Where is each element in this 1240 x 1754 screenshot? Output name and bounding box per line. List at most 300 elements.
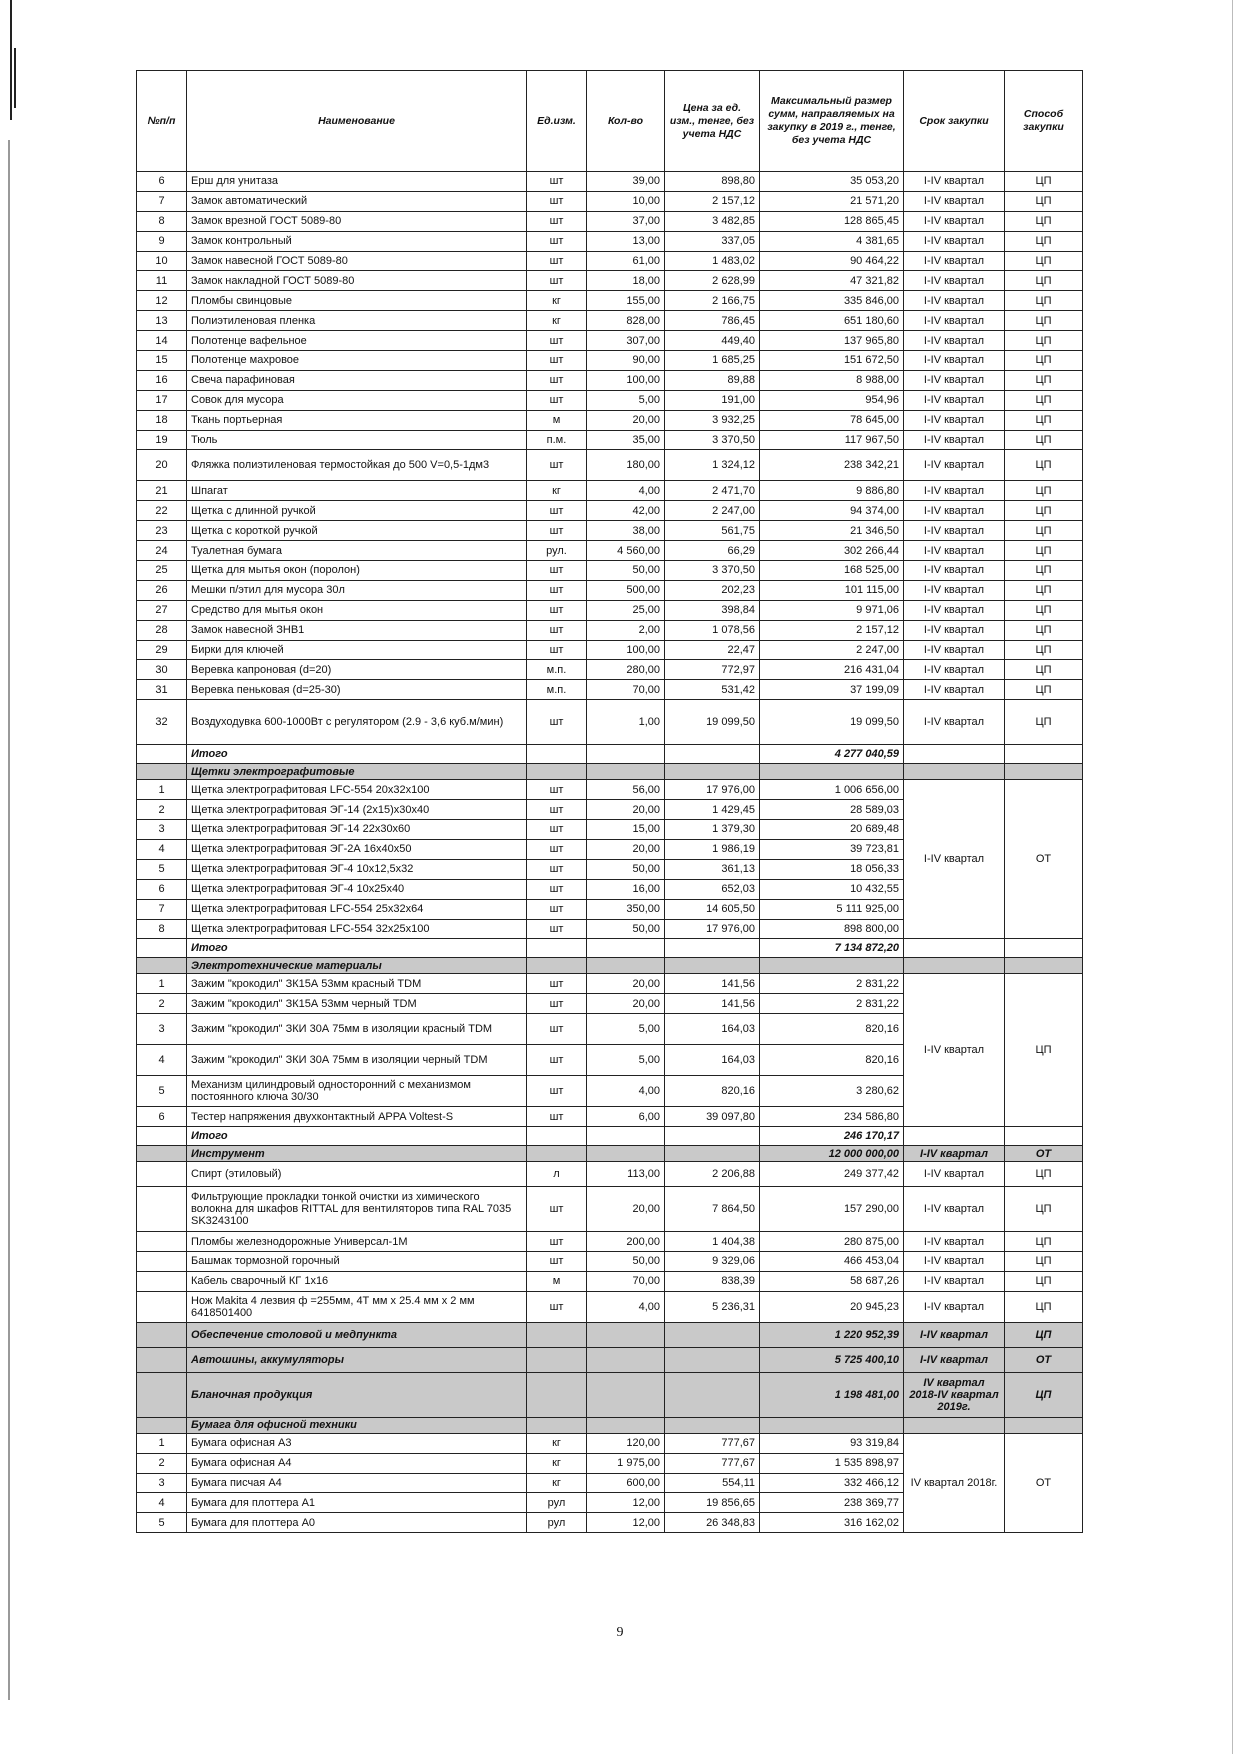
- table-cell: Щетка электрографитовая ЭГ-4 10х25х40: [187, 879, 527, 899]
- table-cell: [527, 1417, 587, 1433]
- table-cell: Тюль: [187, 430, 527, 450]
- table-cell: Средство для мытья окон: [187, 600, 527, 620]
- table-cell: 128 865,45: [760, 211, 904, 231]
- table-cell: Фляжка полиэтиленовая термостойкая до 500 V=0,5-1дм3: [187, 450, 527, 481]
- table-cell: 113,00: [587, 1162, 665, 1187]
- table-cell: I-IV квартал: [904, 700, 1005, 745]
- table-row: [137, 231, 1083, 251]
- table-cell: 27: [137, 600, 187, 620]
- table-cell: [137, 958, 187, 974]
- table-cell: 2: [137, 1453, 187, 1473]
- table-cell: Полотенце махровое: [187, 351, 527, 371]
- table-cell: 554,11: [665, 1473, 760, 1493]
- table-cell: [137, 1322, 187, 1347]
- table-cell: [137, 1372, 187, 1417]
- table-cell: 234 586,80: [760, 1107, 904, 1127]
- table-cell: 20,00: [587, 800, 665, 820]
- table-cell: рул: [527, 1493, 587, 1513]
- table-cell: [587, 1347, 665, 1372]
- table-cell: 302 266,44: [760, 541, 904, 561]
- table-cell: ОТ: [1005, 780, 1083, 939]
- table-cell: IV квартал 2018г.: [904, 1433, 1005, 1532]
- table-cell: ЦП: [1005, 351, 1083, 371]
- table-cell: I-IV квартал: [904, 600, 1005, 620]
- table-cell: 1: [137, 1433, 187, 1453]
- table-cell: шт: [527, 820, 587, 840]
- table-cell: Механизм цилиндровый односторонний с механизмом постоянного ключа 30/30: [187, 1076, 527, 1107]
- table-cell: [527, 1127, 587, 1146]
- table-cell: Замок врезной ГОСТ 5089-80: [187, 211, 527, 231]
- table-cell: 164,03: [665, 1045, 760, 1076]
- table-cell: 20,00: [587, 974, 665, 994]
- table-cell: 17 976,00: [665, 780, 760, 800]
- table-cell: 78 645,00: [760, 410, 904, 430]
- table-cell: 4,00: [587, 1291, 665, 1322]
- table-cell: I-IV квартал: [904, 680, 1005, 700]
- table-cell: [137, 764, 187, 780]
- table-cell: 151 672,50: [760, 351, 904, 371]
- table-cell: 3: [137, 1473, 187, 1493]
- table-cell: м.п.: [527, 680, 587, 700]
- table-row: [137, 640, 1083, 660]
- table-cell: 1 483,02: [665, 251, 760, 271]
- table-cell: ЦП: [1005, 1271, 1083, 1291]
- table-cell: 600,00: [587, 1473, 665, 1493]
- table-cell: I-IV квартал: [904, 191, 1005, 211]
- table-cell: 17: [137, 390, 187, 410]
- table-cell: 2 247,00: [760, 640, 904, 660]
- table-cell: Итого: [187, 1127, 527, 1146]
- table-cell: ЦП: [1005, 1232, 1083, 1252]
- table-cell: 4,00: [587, 1076, 665, 1107]
- table-cell: 100,00: [587, 640, 665, 660]
- table-cell: шт: [527, 1187, 587, 1232]
- table-cell: шт: [527, 251, 587, 271]
- table-cell: 50,00: [587, 919, 665, 939]
- table-row: [137, 311, 1083, 331]
- procurement-table: [136, 70, 1083, 1533]
- table-cell: ЦП: [1005, 191, 1083, 211]
- table-cell: шт: [527, 521, 587, 541]
- table-cell: шт: [527, 580, 587, 600]
- table-cell: [1005, 745, 1083, 764]
- table-cell: ЦП: [1005, 271, 1083, 291]
- grey-summary-row: [137, 1372, 1083, 1417]
- table-cell: 246 170,17: [760, 1127, 904, 1146]
- table-cell: 337,05: [665, 231, 760, 251]
- table-cell: I-IV квартал: [904, 430, 1005, 450]
- table-cell: ЦП: [1005, 211, 1083, 231]
- table-row: [137, 680, 1083, 700]
- table-cell: [665, 1146, 760, 1162]
- table-cell: ЦП: [1005, 311, 1083, 331]
- table-cell: Щетка для мытья окон (поролон): [187, 561, 527, 581]
- table-cell: ОТ: [1005, 1146, 1083, 1162]
- table-cell: Бумага для плоттера А0: [187, 1513, 527, 1533]
- table-cell: 6,00: [587, 1107, 665, 1127]
- table-cell: кг: [527, 291, 587, 311]
- table-cell: 137 965,80: [760, 331, 904, 351]
- table-cell: шт: [527, 700, 587, 745]
- table-cell: 1 535 898,97: [760, 1453, 904, 1473]
- table-cell: IV квартал 2018-IV квартал 2019г.: [904, 1372, 1005, 1417]
- table-cell: рул.: [527, 541, 587, 561]
- table-cell: 13: [137, 311, 187, 331]
- table-cell: ЦП: [1005, 390, 1083, 410]
- table-cell: 1: [137, 974, 187, 994]
- table-cell: 238 342,21: [760, 450, 904, 481]
- table-cell: 21 571,20: [760, 191, 904, 211]
- section-header: [137, 764, 1083, 780]
- table-cell: 19 099,50: [665, 700, 760, 745]
- table-cell: Щетка электрографитовая ЭГ-14 (2х15)х30х40: [187, 800, 527, 820]
- table-cell: I-IV квартал: [904, 580, 1005, 600]
- table-cell: 14: [137, 331, 187, 351]
- table-cell: ЦП: [1005, 172, 1083, 192]
- table-cell: [665, 1347, 760, 1372]
- table-cell: [1005, 958, 1083, 974]
- table-cell: 66,29: [665, 541, 760, 561]
- table-cell: I-IV квартал: [904, 211, 1005, 231]
- table-cell: 38,00: [587, 521, 665, 541]
- table-cell: Бумага писчая А4: [187, 1473, 527, 1493]
- table-cell: Щетка с короткой ручкой: [187, 521, 527, 541]
- table-cell: I-IV квартал: [904, 501, 1005, 521]
- table-cell: [587, 1146, 665, 1162]
- table-cell: шт: [527, 450, 587, 481]
- page-number: 9: [616, 1625, 624, 1640]
- table-cell: шт: [527, 1076, 587, 1107]
- table-cell: I-IV квартал: [904, 370, 1005, 390]
- table-cell: [904, 939, 1005, 958]
- table-cell: кг: [527, 481, 587, 501]
- table-cell: 11: [137, 271, 187, 291]
- table-cell: 50,00: [587, 859, 665, 879]
- table-cell: 61,00: [587, 251, 665, 271]
- table-cell: Бумага офисная А3: [187, 1433, 527, 1453]
- table-cell: 117 967,50: [760, 430, 904, 450]
- table-cell: ЦП: [1005, 580, 1083, 600]
- table-cell: 15,00: [587, 820, 665, 840]
- table-cell: 4: [137, 1045, 187, 1076]
- table-cell: 5 236,31: [665, 1291, 760, 1322]
- table-cell: Бирки для ключей: [187, 640, 527, 660]
- table-cell: 1 404,38: [665, 1232, 760, 1252]
- table-cell: 90 464,22: [760, 251, 904, 271]
- table-row: [137, 620, 1083, 640]
- table-cell: Щетка электрографитовая ЭГ-2А 16х40х50: [187, 839, 527, 859]
- table-cell: 249 377,42: [760, 1162, 904, 1187]
- table-cell: Бумага для плоттера А1: [187, 1493, 527, 1513]
- table-cell: 200,00: [587, 1232, 665, 1252]
- table-cell: Замок накладной ГОСТ 5089-80: [187, 271, 527, 291]
- header-unit: Ед.изм.: [527, 71, 587, 172]
- table-cell: 5 725 400,10: [760, 1347, 904, 1372]
- table-cell: I-IV квартал: [904, 390, 1005, 410]
- table-cell: Электротехнические материалы: [187, 958, 527, 974]
- table-cell: [904, 764, 1005, 780]
- table-cell: [1005, 764, 1083, 780]
- table-cell: 157 290,00: [760, 1187, 904, 1232]
- grey-summary-row: [137, 1146, 1083, 1162]
- table-cell: Мешки п/этил для мусора 30л: [187, 580, 527, 600]
- table-cell: [137, 1417, 187, 1433]
- table-cell: 2 166,75: [665, 291, 760, 311]
- table-cell: 94 374,00: [760, 501, 904, 521]
- table-cell: 2 831,22: [760, 974, 904, 994]
- table-cell: Бланочная продукция: [187, 1372, 527, 1417]
- table-cell: Пломбы железнодорожные Универсал-1М: [187, 1232, 527, 1252]
- table-cell: Щетка электрографитовая ЭГ-14 22х30х60: [187, 820, 527, 840]
- table-cell: ЦП: [1005, 541, 1083, 561]
- table-cell: I-IV квартал: [904, 172, 1005, 192]
- table-cell: ЦП: [1005, 1251, 1083, 1271]
- table-cell: Щетка электрографитовая LFC-554 20х32х100: [187, 780, 527, 800]
- scan-mark-left-3: [8, 140, 10, 1700]
- table-cell: шт: [527, 974, 587, 994]
- table-row: [137, 600, 1083, 620]
- header-term: Срок закупки: [904, 71, 1005, 172]
- table-cell: 777,67: [665, 1433, 760, 1453]
- table-cell: 3: [137, 820, 187, 840]
- table-row: [137, 251, 1083, 271]
- table-cell: 280 875,00: [760, 1232, 904, 1252]
- table-cell: 9: [137, 231, 187, 251]
- table-row: [137, 172, 1083, 192]
- table-cell: 3 280,62: [760, 1076, 904, 1107]
- table-cell: [760, 1417, 904, 1433]
- table-cell: 5,00: [587, 390, 665, 410]
- table-row: [137, 410, 1083, 430]
- table-cell: Воздуходувка 600-1000Вт с регулятором (2.9 - 3,6 куб.м/мин): [187, 700, 527, 745]
- table-cell: [137, 1162, 187, 1187]
- table-row: [137, 700, 1083, 745]
- table-row: [137, 370, 1083, 390]
- table-cell: 42,00: [587, 501, 665, 521]
- table-cell: 9 329,06: [665, 1251, 760, 1271]
- table-cell: [137, 1146, 187, 1162]
- table-row: [137, 1162, 1083, 1187]
- table-row: [137, 291, 1083, 311]
- header-price: Цена за ед. изм., тенге, без учета НДС: [665, 71, 760, 172]
- table-row: [137, 390, 1083, 410]
- table-cell: шт: [527, 390, 587, 410]
- table-cell: 820,16: [760, 1045, 904, 1076]
- table-cell: I-IV квартал: [904, 1162, 1005, 1187]
- table-cell: 4,00: [587, 481, 665, 501]
- table-cell: 2 831,22: [760, 994, 904, 1014]
- table-cell: 9 971,06: [760, 600, 904, 620]
- table-cell: 361,13: [665, 859, 760, 879]
- table-cell: ЦП: [1005, 291, 1083, 311]
- table-row: [137, 1232, 1083, 1252]
- table-cell: I-IV квартал: [904, 481, 1005, 501]
- table-cell: 8: [137, 919, 187, 939]
- table-row: [137, 521, 1083, 541]
- table-cell: шт: [527, 879, 587, 899]
- table-cell: 4: [137, 839, 187, 859]
- table-cell: 1 198 481,00: [760, 1372, 904, 1417]
- table-cell: [587, 1372, 665, 1417]
- table-cell: 180,00: [587, 450, 665, 481]
- table-cell: I-IV квартал: [904, 521, 1005, 541]
- table-cell: [1005, 1417, 1083, 1433]
- table-cell: 3: [137, 1014, 187, 1045]
- table-cell: 13,00: [587, 231, 665, 251]
- table-cell: 50,00: [587, 561, 665, 581]
- table-cell: [527, 958, 587, 974]
- table-cell: Обеспечение столовой и медпункта: [187, 1322, 527, 1347]
- table-cell: [587, 764, 665, 780]
- table-row: [137, 1291, 1083, 1322]
- table-cell: 22,47: [665, 640, 760, 660]
- table-cell: 9 886,80: [760, 481, 904, 501]
- table-row: [137, 191, 1083, 211]
- table-cell: 3 370,50: [665, 430, 760, 450]
- header-max-sum: Максимальный размер сумм, направляемых на закупку в 2019 г., тенге, без учета НДС: [760, 71, 904, 172]
- table-cell: ЦП: [1005, 1372, 1083, 1417]
- table-cell: 838,39: [665, 1271, 760, 1291]
- table-cell: [527, 764, 587, 780]
- table-cell: [587, 1322, 665, 1347]
- table-cell: 101 115,00: [760, 580, 904, 600]
- table-cell: 4 560,00: [587, 541, 665, 561]
- table-cell: I-IV квартал: [904, 1187, 1005, 1232]
- table-cell: шт: [527, 211, 587, 231]
- table-cell: шт: [527, 994, 587, 1014]
- table-cell: 20,00: [587, 994, 665, 1014]
- table-cell: Веревка пеньковая (d=25-30): [187, 680, 527, 700]
- table-cell: [587, 939, 665, 958]
- table-cell: 35 053,20: [760, 172, 904, 192]
- table-cell: 12,00: [587, 1493, 665, 1513]
- table-row: [137, 271, 1083, 291]
- table-cell: I-IV квартал: [904, 351, 1005, 371]
- table-cell: 56,00: [587, 780, 665, 800]
- table-cell: 120,00: [587, 1433, 665, 1453]
- table-cell: 30: [137, 660, 187, 680]
- table-row: [137, 1271, 1083, 1291]
- table-cell: Полотенце вафельное: [187, 331, 527, 351]
- table-cell: Спирт (этиловый): [187, 1162, 527, 1187]
- table-row: [137, 430, 1083, 450]
- table-cell: 20,00: [587, 1187, 665, 1232]
- table-cell: [904, 1417, 1005, 1433]
- table-cell: 29: [137, 640, 187, 660]
- table-cell: I-IV квартал: [904, 251, 1005, 271]
- table-cell: [665, 958, 760, 974]
- table-cell: шт: [527, 1014, 587, 1045]
- table-cell: I-IV квартал: [904, 1347, 1005, 1372]
- table-cell: ОТ: [1005, 1433, 1083, 1532]
- table-cell: 18 056,33: [760, 859, 904, 879]
- table-cell: Замок навесной ЗНВ1: [187, 620, 527, 640]
- table-cell: 4: [137, 1493, 187, 1513]
- scan-mark-left-1: [10, 0, 12, 120]
- table-cell: 6: [137, 1107, 187, 1127]
- table-cell: ЦП: [1005, 620, 1083, 640]
- table-cell: I-IV квартал: [904, 620, 1005, 640]
- table-cell: шт: [527, 839, 587, 859]
- table-cell: Свеча парафиновая: [187, 370, 527, 390]
- table-cell: Зажим "крокодил" ЗКИ 30А 75мм в изоляции красный TDM: [187, 1014, 527, 1045]
- table-cell: 398,84: [665, 600, 760, 620]
- table-cell: Ерш для унитаза: [187, 172, 527, 192]
- table-cell: 17 976,00: [665, 919, 760, 939]
- table-cell: 5: [137, 859, 187, 879]
- table-cell: Бумага офисная А4: [187, 1453, 527, 1473]
- table-cell: 6: [137, 172, 187, 192]
- table-cell: 5: [137, 1513, 187, 1533]
- table-cell: 1,00: [587, 700, 665, 745]
- table-cell: [137, 1251, 187, 1271]
- table-cell: [1005, 939, 1083, 958]
- table-cell: шт: [527, 1232, 587, 1252]
- table-cell: 21: [137, 481, 187, 501]
- table-cell: [904, 958, 1005, 974]
- table-cell: ЦП: [1005, 450, 1083, 481]
- table-cell: кг: [527, 1433, 587, 1453]
- table-cell: [527, 1347, 587, 1372]
- table-cell: 20 689,48: [760, 820, 904, 840]
- table-cell: 1: [137, 780, 187, 800]
- table-cell: 1 685,25: [665, 351, 760, 371]
- table-cell: 19: [137, 430, 187, 450]
- table-cell: [760, 764, 904, 780]
- table-cell: ЦП: [1005, 501, 1083, 521]
- table-cell: 5,00: [587, 1014, 665, 1045]
- table-cell: Автошины, аккумуляторы: [187, 1347, 527, 1372]
- table-cell: I-IV квартал: [904, 660, 1005, 680]
- table-cell: ЦП: [1005, 331, 1083, 351]
- grey-summary-row: [137, 1322, 1083, 1347]
- table-cell: ЦП: [1005, 974, 1083, 1127]
- table-row: [137, 1433, 1083, 1453]
- table-cell: 335 846,00: [760, 291, 904, 311]
- table-cell: м.п.: [527, 660, 587, 680]
- table-cell: Щетка с длинной ручкой: [187, 501, 527, 521]
- table-cell: ЦП: [1005, 1291, 1083, 1322]
- header-qty: Кол-во: [587, 71, 665, 172]
- table-cell: 786,45: [665, 311, 760, 331]
- table-cell: [527, 745, 587, 764]
- table-cell: [137, 1187, 187, 1232]
- table-cell: 1 006 656,00: [760, 780, 904, 800]
- table-cell: [527, 1372, 587, 1417]
- table-cell: [137, 1271, 187, 1291]
- table-cell: [665, 745, 760, 764]
- table-cell: [760, 958, 904, 974]
- table-cell: 1 324,12: [665, 450, 760, 481]
- table-cell: 652,03: [665, 879, 760, 899]
- table-cell: 3 370,50: [665, 561, 760, 581]
- table-cell: [137, 1347, 187, 1372]
- table-cell: 16: [137, 370, 187, 390]
- table-cell: [665, 1322, 760, 1347]
- table-cell: 2 206,88: [665, 1162, 760, 1187]
- table-row: [137, 211, 1083, 231]
- table-cell: I-IV квартал: [904, 1251, 1005, 1271]
- header-num: №п/п: [137, 71, 187, 172]
- table-cell: л: [527, 1162, 587, 1187]
- table-cell: 39,00: [587, 172, 665, 192]
- table-cell: 6: [137, 879, 187, 899]
- table-cell: 2 471,70: [665, 481, 760, 501]
- table-cell: Щетка электрографитовая ЭГ-4 10х12,5х32: [187, 859, 527, 879]
- table-row: [137, 561, 1083, 581]
- table-cell: шт: [527, 191, 587, 211]
- table-cell: шт: [527, 600, 587, 620]
